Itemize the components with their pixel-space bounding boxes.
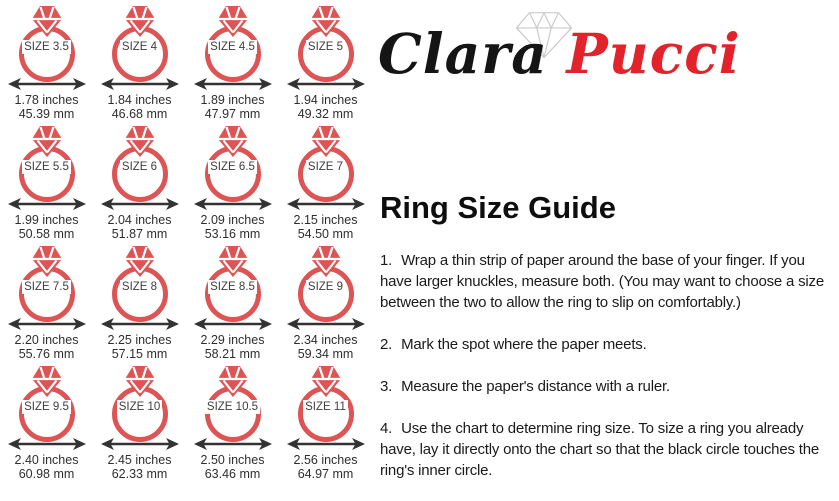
ring-size-item [0,124,93,244]
step-number: 2. [380,336,393,353]
diameter-inches: 1.89 inches [200,93,265,107]
ring-size-label: SIZE 7 [307,161,344,173]
ring-icon-wrap [188,4,278,92]
ring-size-item [279,124,372,244]
ring-icon-wrap [95,124,185,212]
ring-size-item [93,244,186,364]
instruction-step [380,418,838,481]
ring-icon-wrap [188,244,278,332]
step-number: 3. [380,378,393,395]
ring-size-label: SIZE 9.5 [24,401,69,413]
ring-size-item [186,244,279,364]
diameter-inches: 2.56 inches [293,453,358,467]
ring-icon-wrap [281,364,371,452]
diameter-inches: 2.04 inches [107,213,172,227]
brand-name-clara: Clara [378,21,548,86]
diameter-mm: 46.68 mm [111,107,168,121]
ring-size-item [93,4,186,124]
ring-measurements [201,333,265,361]
ring-size-item [186,364,279,484]
step-number: 1. [380,252,393,269]
diameter-inches: 1.99 inches [14,213,79,227]
ring-size-label: SIZE 10.5 [206,401,259,413]
ring-size-item [186,4,279,124]
diameter-mm: 55.76 mm [18,347,75,361]
ring-icon-wrap [281,124,371,212]
diameter-mm: 45.39 mm [18,107,75,121]
diameter-mm: 60.98 mm [18,467,75,481]
ring-icon-wrap [281,244,371,332]
step-text: Wrap a thin strip of paper around the base of your finger. If you have larger knuckles, measure both. (You may want to choose a size between the two to allow the ring to slip on comfortably.) [380,252,824,311]
ring-icon-wrap [188,124,278,212]
ring-size-label: SIZE 5 [307,41,344,53]
step-text: Measure the paper's distance with a ruler. [401,378,670,395]
diameter-mm: 51.87 mm [111,227,168,241]
ring-size-label: SIZE 6 [121,161,158,173]
instruction-step [380,376,838,397]
ring-measurements [15,333,79,361]
diameter-inches: 2.15 inches [293,213,358,227]
ring-icon-wrap [188,364,278,452]
diameter-mm: 53.16 mm [204,227,261,241]
ring-measurements [201,213,265,241]
step-text: Use the chart to determine ring size. To size a ring you already have, lay it directly onto the chart so that the black circle touches the ring's inner circle. [380,420,819,479]
page-title: Ring Size Guide [380,190,616,225]
diameter-inches: 2.29 inches [200,333,265,347]
diameter-inches: 1.94 inches [293,93,358,107]
diameter-mm: 59.34 mm [297,347,354,361]
diameter-mm: 57.15 mm [111,347,168,361]
diameter-inches: 2.45 inches [107,453,172,467]
ring-measurements [294,213,358,241]
instruction-step [380,250,838,313]
ring-size-item [279,244,372,364]
ring-size-item [0,244,93,364]
ring-size-item [93,364,186,484]
diameter-mm: 64.97 mm [297,467,354,481]
ring-size-item [93,124,186,244]
ring-icon-wrap [2,124,92,212]
ring-size-label: SIZE 4 [121,41,158,53]
ring-size-label: SIZE 8.5 [210,281,255,293]
ring-size-label: SIZE 8 [121,281,158,293]
info-panel [378,0,839,501]
step-number: 4. [380,420,393,437]
diameter-inches: 2.34 inches [293,333,358,347]
ring-icon-wrap [281,4,371,92]
diameter-mm: 47.97 mm [204,107,261,121]
diameter-inches: 2.09 inches [200,213,265,227]
diameter-inches: 2.20 inches [14,333,79,347]
ring-size-label: SIZE 5.5 [24,161,69,173]
diameter-inches: 1.78 inches [14,93,79,107]
diameter-mm: 49.32 mm [297,107,354,121]
diameter-mm: 63.46 mm [204,467,261,481]
ring-icon-wrap [2,244,92,332]
ring-icon-wrap [95,4,185,92]
ring-measurements [108,213,172,241]
diameter-mm: 62.33 mm [111,467,168,481]
ring-size-label: SIZE 10 [118,401,161,413]
step-text: Mark the spot where the paper meets. [401,336,647,353]
ring-measurements [108,453,172,481]
ring-icon-wrap [95,244,185,332]
ring-size-label: SIZE 11 [305,401,346,413]
diameter-inches: 2.50 inches [200,453,265,467]
ring-measurements [294,93,358,121]
diameter-mm: 54.50 mm [297,227,354,241]
brand-logo [378,4,798,104]
ring-icon-wrap [95,364,185,452]
diameter-mm: 58.21 mm [204,347,261,361]
ring-measurements [15,93,79,121]
ring-measurements [15,213,79,241]
ring-size-chart [0,4,375,484]
ring-measurements [294,333,358,361]
ring-size-item [279,4,372,124]
ring-measurements [201,93,265,121]
ring-size-item [0,364,93,484]
diameter-inches: 2.25 inches [107,333,172,347]
ring-measurements [108,333,172,361]
diameter-mm: 50.58 mm [18,227,75,241]
ring-size-label: SIZE 7.5 [24,281,69,293]
diameter-inches: 2.40 inches [14,453,79,467]
brand-name-pucci: Pucci [566,21,741,86]
ring-measurements [201,453,265,481]
ring-size-label: SIZE 3.5 [24,41,69,53]
ring-measurements [15,453,79,481]
ring-size-item [279,364,372,484]
ring-size-label: SIZE 4.5 [210,41,255,53]
instruction-step [380,334,838,355]
ring-icon-wrap [2,364,92,452]
instructions-list [380,250,838,501]
ring-icon-wrap [2,4,92,92]
ring-measurements [294,453,358,481]
ring-size-item [0,4,93,124]
ring-size-item [186,124,279,244]
ring-size-label: SIZE 9 [307,281,344,293]
ring-size-label: SIZE 6.5 [210,161,255,173]
ring-measurements [108,93,172,121]
diameter-inches: 1.84 inches [107,93,172,107]
